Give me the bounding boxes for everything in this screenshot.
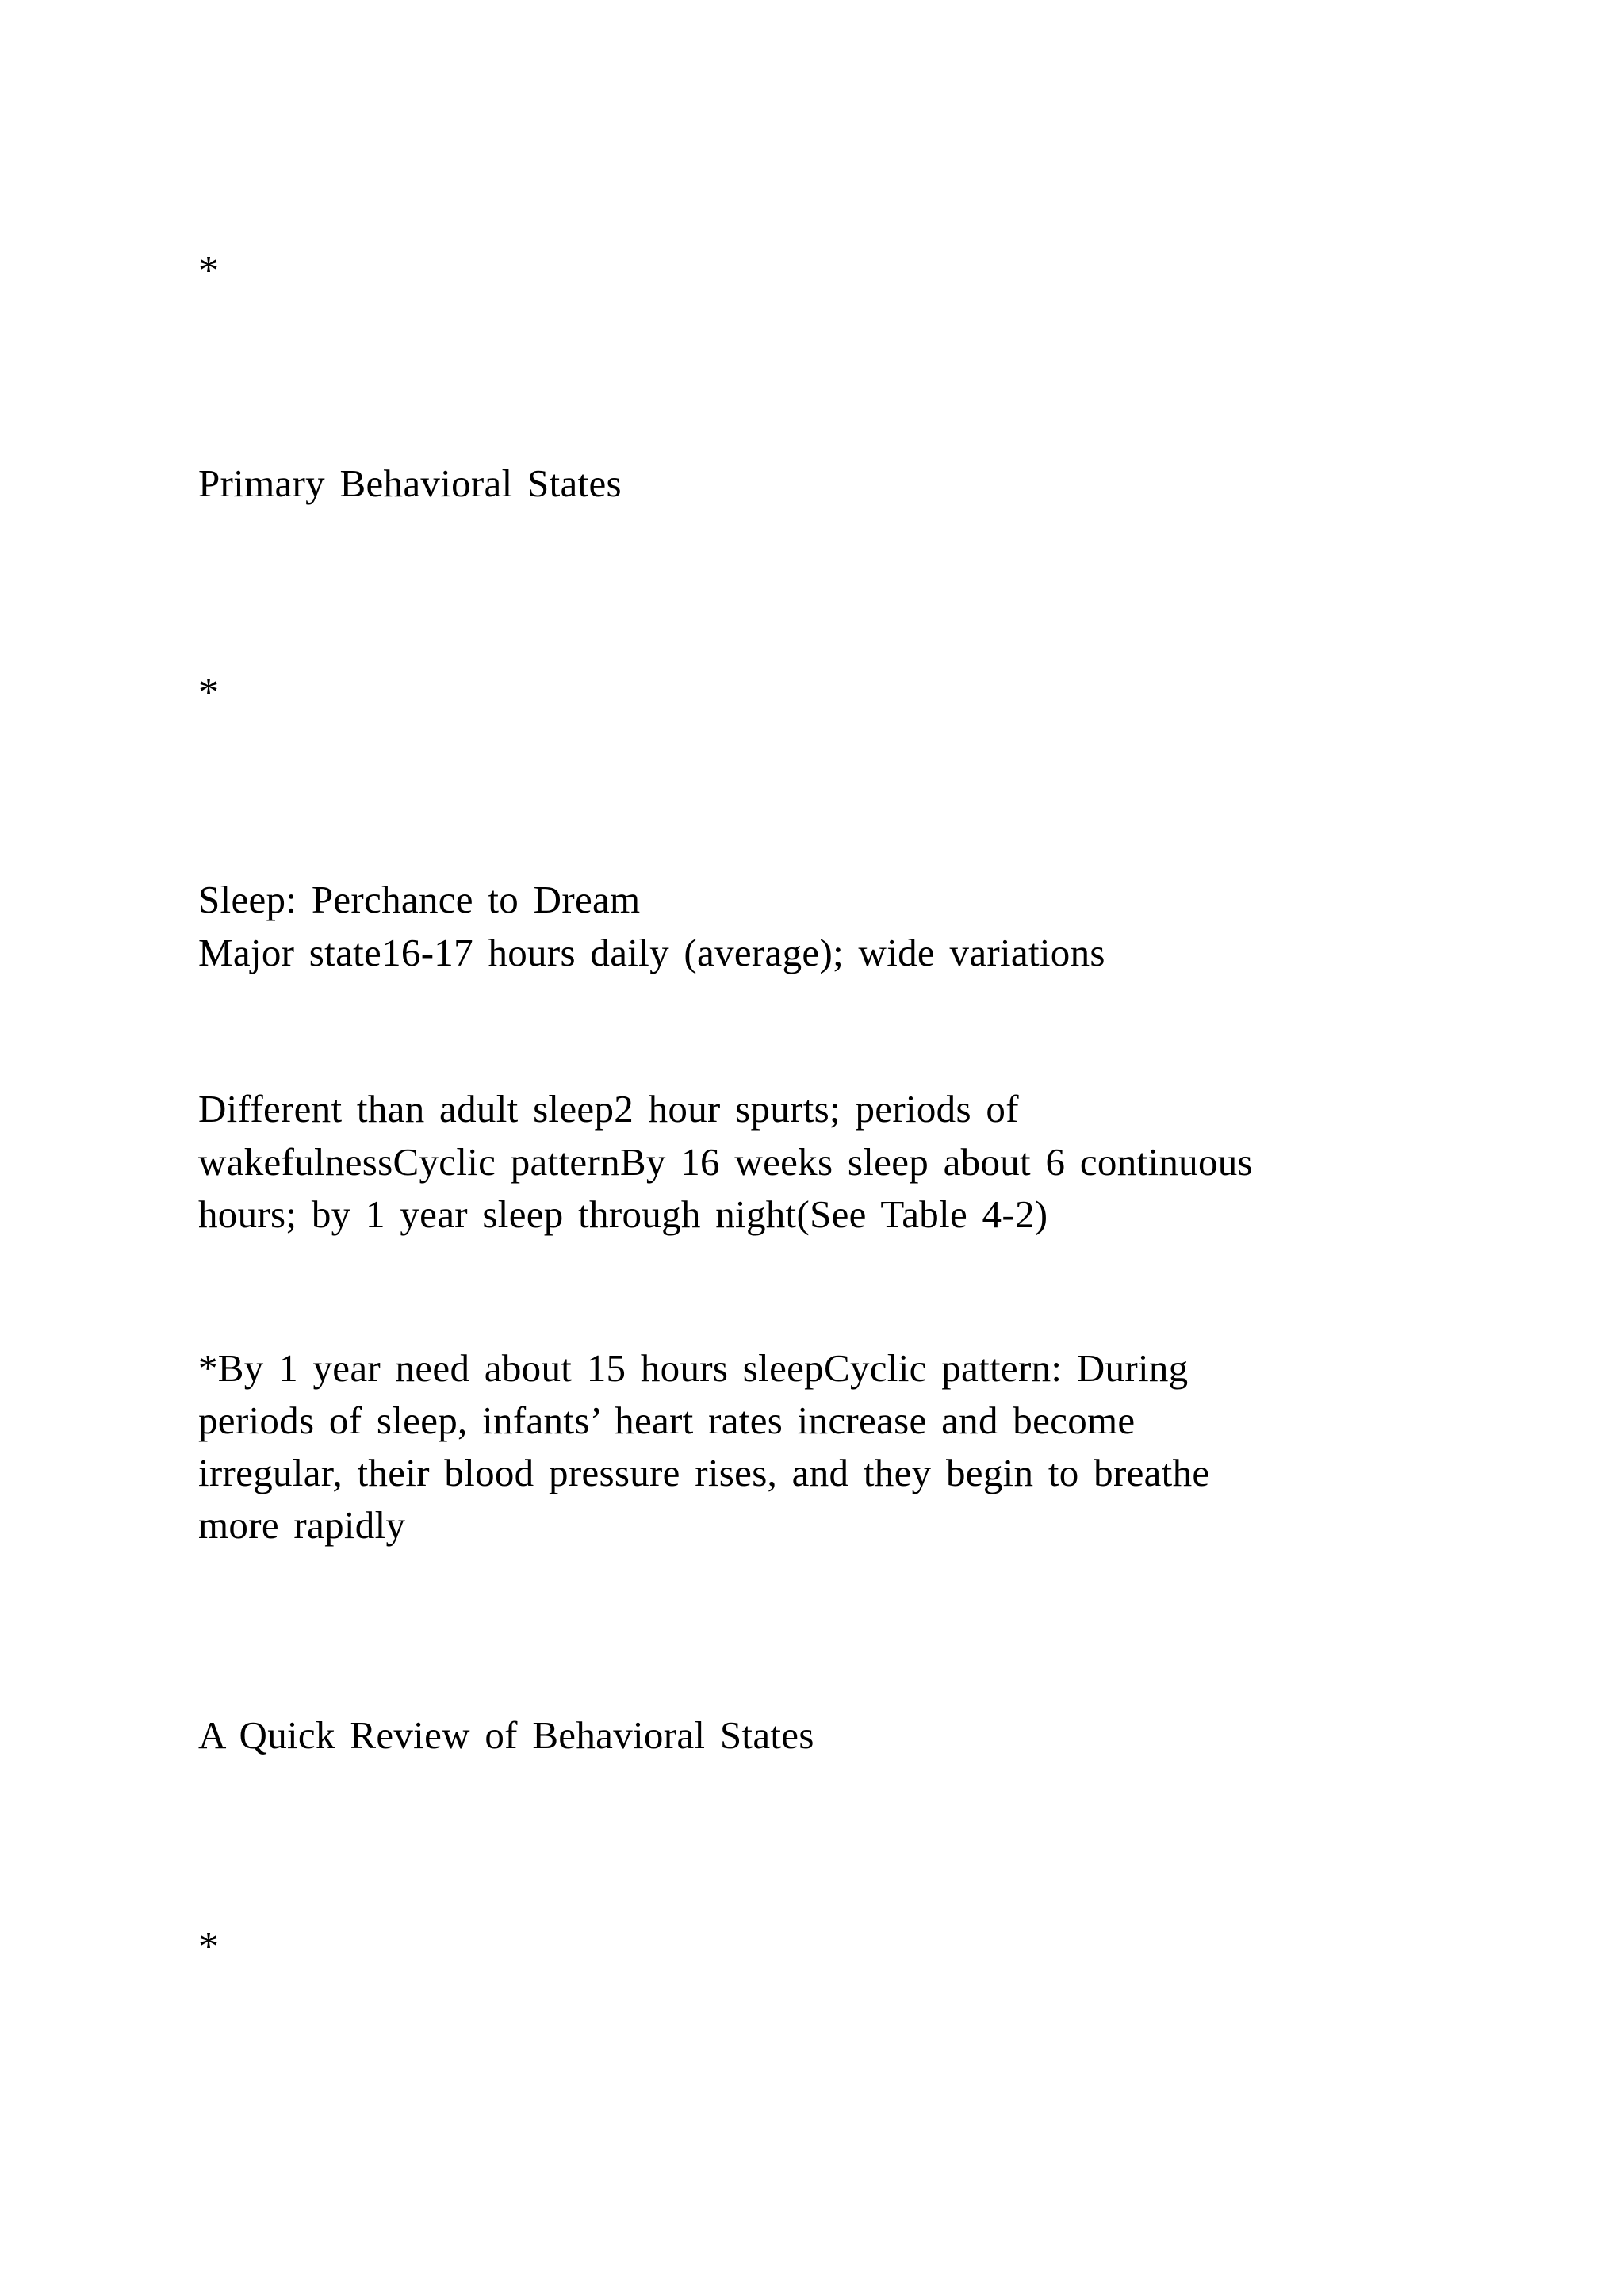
heading-primary-behavioral-states: Primary Behavioral States <box>198 461 622 505</box>
different-line-1: Different than adult sleep2 hour spurts; periods of <box>198 1087 1019 1131</box>
different-line-2: wakefulnessCyclic patternBy 16 weeks sleep about 6 continuous <box>198 1140 1253 1184</box>
notes-line-3: irregular, their blood pressure rises, and they begin to breathe <box>198 1451 1210 1494</box>
notes-line-2: periods of sleep, infants’ heart rates increase and become <box>198 1399 1136 1442</box>
asterisk-marker: * <box>198 248 220 293</box>
sleep-title-line: Sleep: Perchance to Dream <box>198 878 641 921</box>
asterisk-marker: * <box>198 1924 220 1969</box>
sleep-major-state-line: Major state16-17 hours daily (average); wide variations <box>198 931 1105 974</box>
heading-quick-review: A Quick Review of Behavioral States <box>198 1713 814 1757</box>
asterisk-marker: * <box>198 670 220 715</box>
notes-line-1: *By 1 year need about 15 hours sleepCyclic pattern: During <box>198 1346 1189 1390</box>
notes-line-4: more rapidly <box>198 1503 406 1547</box>
different-line-3: hours; by 1 year sleep through night(See Table 4-2) <box>198 1192 1048 1236</box>
